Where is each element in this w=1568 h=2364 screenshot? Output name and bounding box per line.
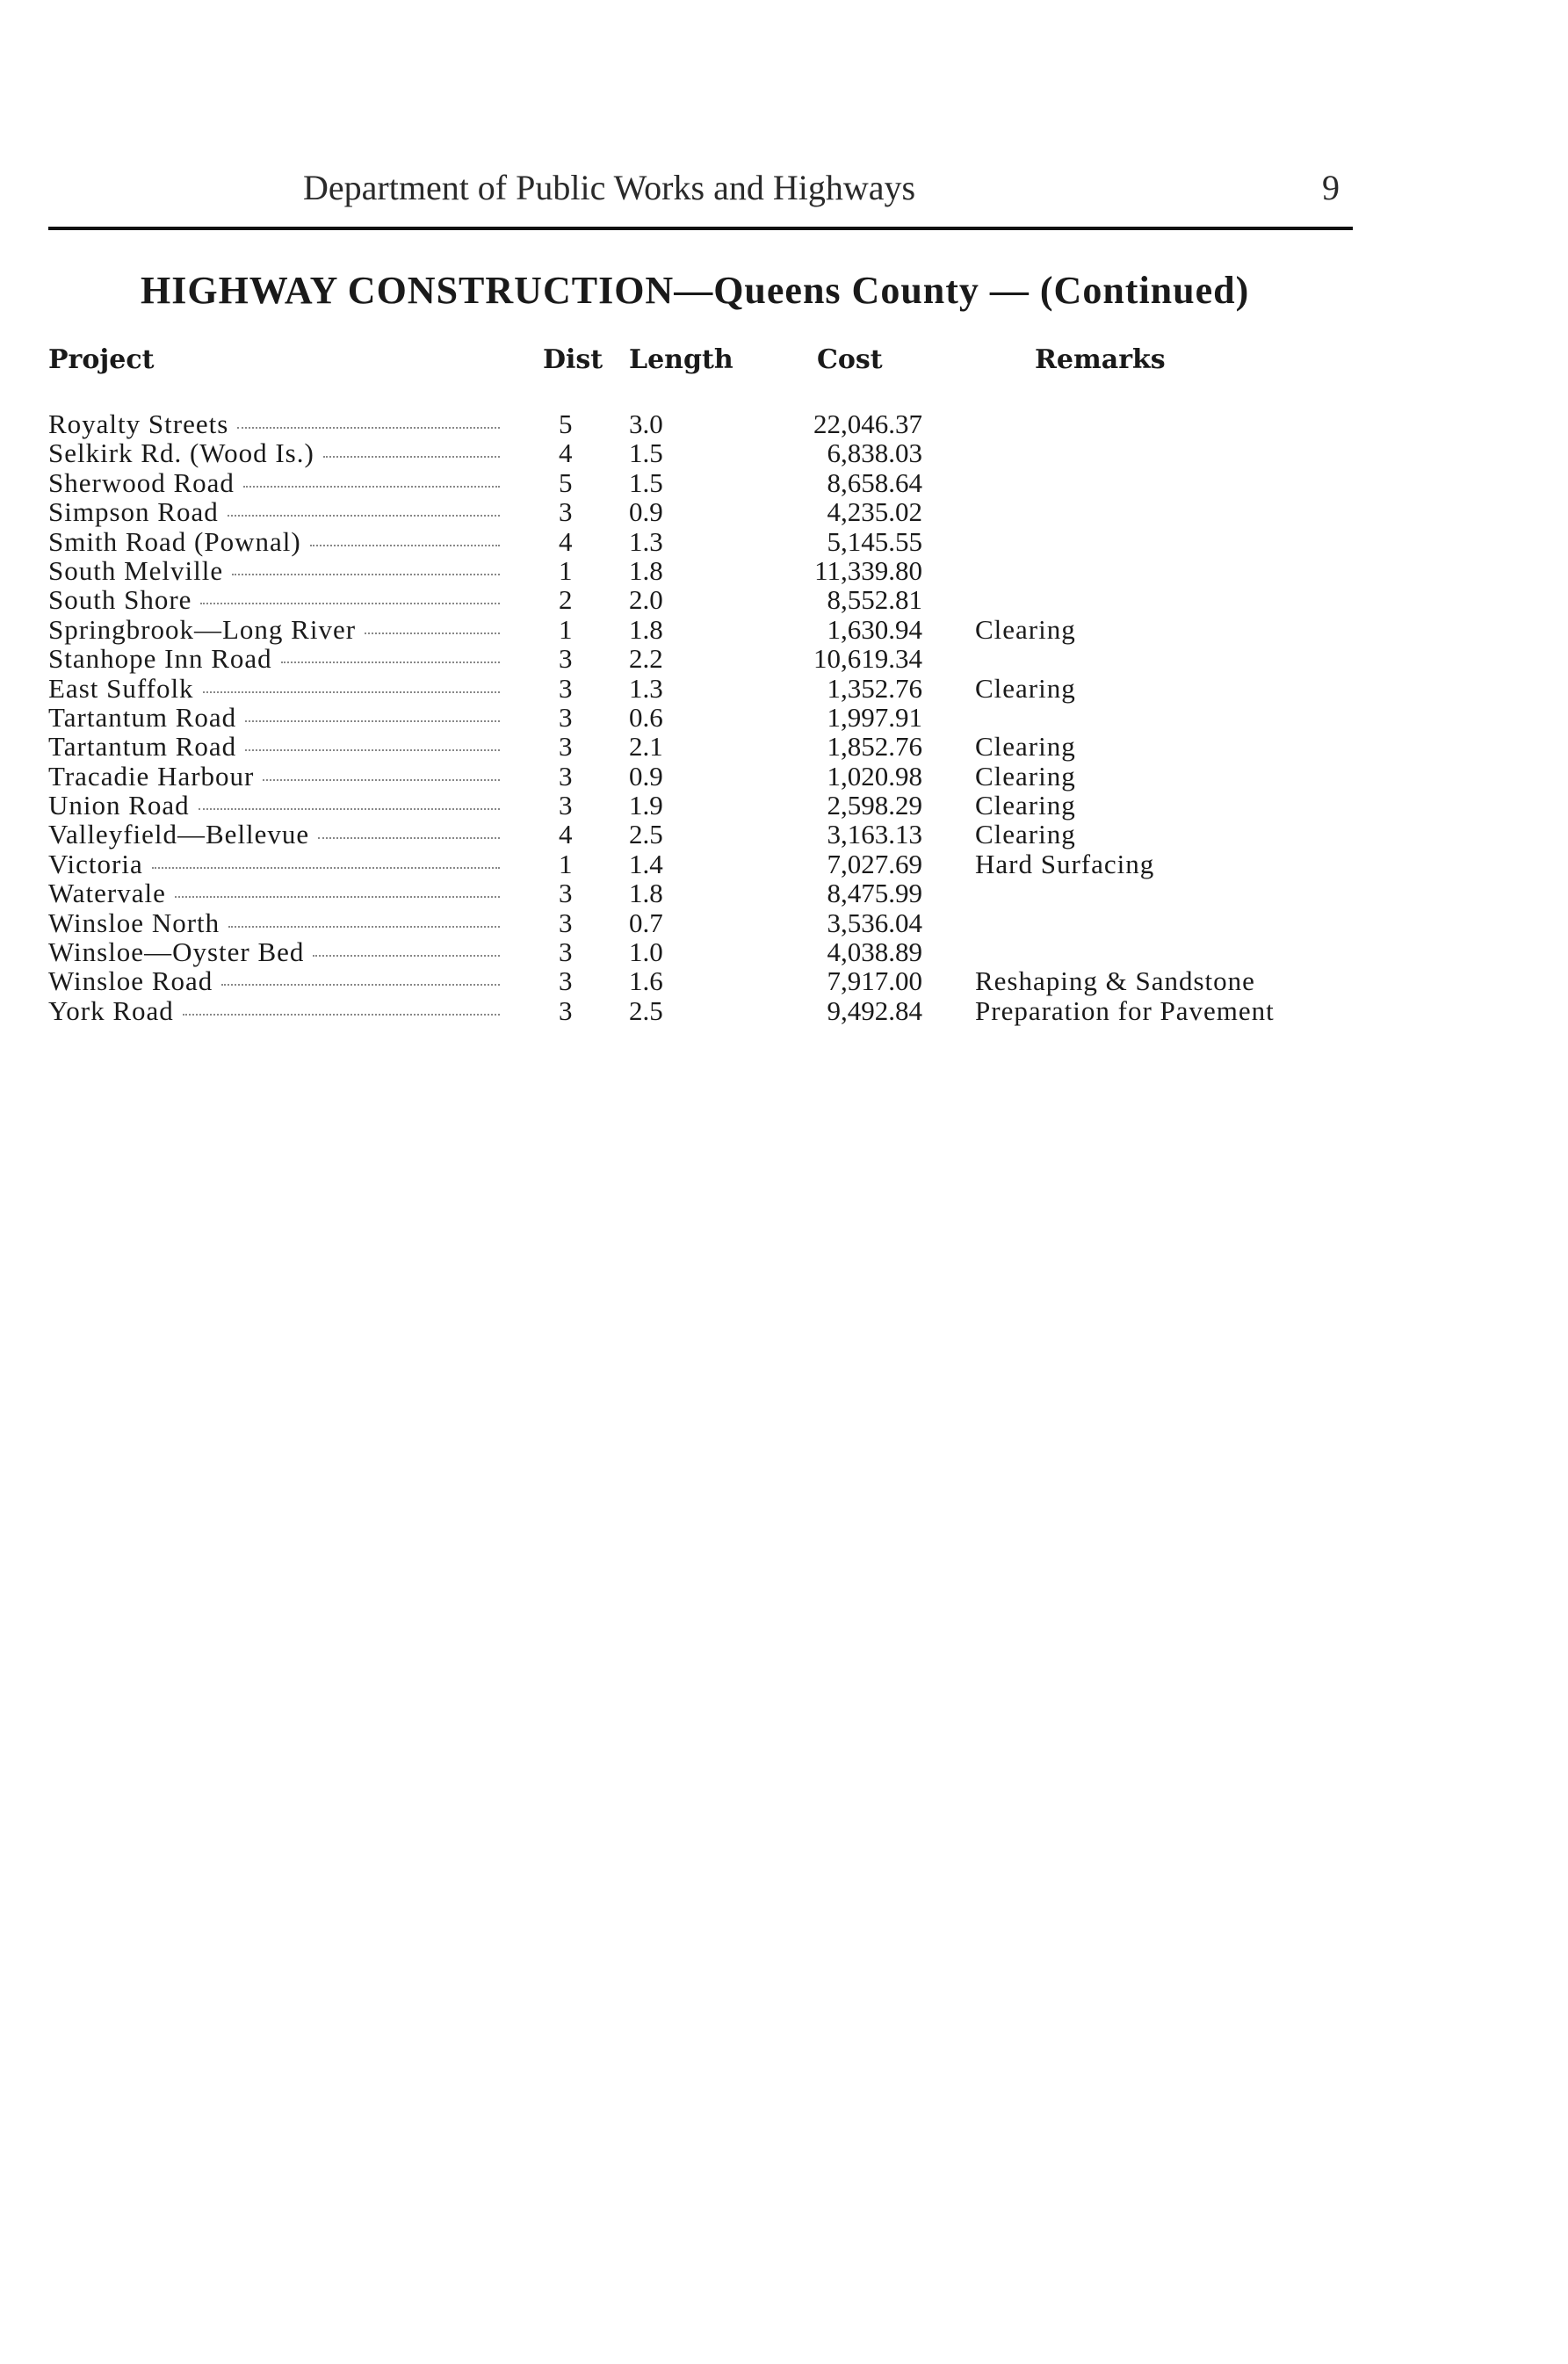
dot-leader [203, 674, 500, 693]
section-title: HIGHWAY CONSTRUCTION—Queens County — (Continued) [141, 269, 1250, 312]
project-name: Valleyfield—Bellevue [48, 819, 310, 850]
length-cell: 1.6 [629, 965, 663, 997]
table-row [0, 762, 1568, 791]
cost-cell: 1,630.94 [827, 613, 922, 645]
dot-leader [263, 762, 500, 781]
project-name: Winsloe Road [48, 965, 213, 997]
project-cell [48, 878, 505, 907]
project-name: East Suffolk [48, 672, 194, 704]
page-number: 9 [1322, 168, 1340, 207]
project-cell [48, 644, 505, 673]
dot-leader [228, 908, 500, 928]
project-cell [48, 820, 505, 849]
length-cell: 3.0 [629, 408, 663, 439]
dist-cell: 1 [559, 613, 573, 645]
project-name: South Shore [48, 584, 192, 616]
table-row [0, 527, 1568, 556]
dist-cell: 2 [559, 584, 573, 616]
length-cell: 1.5 [629, 466, 663, 498]
dist-cell: 3 [559, 907, 573, 938]
project-name: Selkirk Rd. (Wood Is.) [48, 437, 314, 469]
table-row [0, 966, 1568, 995]
column-header-dist: Dist [543, 344, 603, 375]
cost-cell: 9,492.84 [827, 994, 922, 1026]
project-name: Springbrook—Long River [48, 613, 357, 645]
dist-cell: 5 [559, 408, 573, 439]
project-cell [48, 791, 505, 820]
dot-leader [228, 497, 500, 517]
table-row [0, 732, 1568, 761]
cost-cell: 4,038.89 [827, 936, 922, 968]
table-row [0, 937, 1568, 966]
dist-cell: 3 [559, 965, 573, 997]
project-name: South Melville [48, 554, 224, 586]
column-header-length: Length [629, 344, 733, 375]
dist-cell: 3 [559, 701, 573, 733]
remarks-cell: Clearing [975, 760, 1076, 792]
project-cell [48, 762, 505, 791]
cost-cell: 10,619.34 [813, 643, 922, 675]
project-cell [48, 497, 505, 526]
remarks-cell: Clearing [975, 819, 1076, 850]
dist-cell: 5 [559, 466, 573, 498]
cost-cell: 2,598.29 [827, 790, 922, 821]
dot-leader [281, 644, 500, 663]
dist-cell: 1 [559, 554, 573, 586]
column-header-project: Project [48, 344, 155, 375]
cost-cell: 4,235.02 [827, 496, 922, 528]
dist-cell: 3 [559, 760, 573, 792]
length-cell: 1.8 [629, 554, 663, 586]
dist-cell: 3 [559, 731, 573, 763]
length-cell: 1.5 [629, 437, 663, 469]
project-cell [48, 966, 505, 995]
project-cell [48, 908, 505, 937]
cost-cell: 1,852.76 [827, 731, 922, 763]
project-cell [48, 556, 505, 585]
project-name: Union Road [48, 790, 190, 821]
dot-leader [310, 527, 500, 546]
table-row [0, 674, 1568, 703]
header-rule [48, 227, 1353, 230]
dot-leader [365, 615, 500, 634]
cost-cell: 8,552.81 [827, 584, 922, 616]
dot-leader [199, 791, 500, 810]
remarks-cell: Clearing [975, 672, 1076, 704]
dot-leader [183, 996, 500, 1016]
table-row [0, 644, 1568, 673]
remarks-cell: Reshaping & Sandstone [975, 965, 1255, 997]
table-row [0, 438, 1568, 467]
cost-cell: 22,046.37 [813, 408, 922, 439]
cost-cell: 7,027.69 [827, 848, 922, 879]
project-cell [48, 732, 505, 761]
length-cell: 1.3 [629, 525, 663, 557]
cost-cell: 8,658.64 [827, 466, 922, 498]
project-cell [48, 585, 505, 614]
table-row [0, 409, 1568, 438]
cost-cell: 8,475.99 [827, 878, 922, 909]
length-cell: 2.1 [629, 731, 663, 763]
project-name: Stanhope Inn Road [48, 643, 272, 675]
table-row [0, 497, 1568, 526]
length-cell: 0.7 [629, 907, 663, 938]
dot-leader [175, 878, 500, 898]
cost-cell: 1,997.91 [827, 701, 922, 733]
cost-cell: 6,838.03 [827, 437, 922, 469]
project-name: Simpson Road [48, 496, 219, 528]
dist-cell: 3 [559, 643, 573, 675]
table-row [0, 996, 1568, 1025]
project-cell [48, 438, 505, 467]
table-row [0, 585, 1568, 614]
project-cell [48, 996, 505, 1025]
project-cell [48, 674, 505, 703]
project-name: York Road [48, 994, 174, 1026]
dot-leader [318, 820, 500, 839]
cost-cell: 5,145.55 [827, 525, 922, 557]
table-row [0, 791, 1568, 820]
dot-leader [245, 732, 500, 751]
table-row [0, 468, 1568, 497]
length-cell: 1.0 [629, 936, 663, 968]
project-cell [48, 615, 505, 644]
project-cell [48, 703, 505, 732]
length-cell: 0.9 [629, 760, 663, 792]
cost-cell: 1,020.98 [827, 760, 922, 792]
cost-cell: 7,917.00 [827, 965, 922, 997]
dist-cell: 3 [559, 878, 573, 909]
project-name: Royalty Streets [48, 408, 229, 439]
length-cell: 2.2 [629, 643, 663, 675]
table-row [0, 820, 1568, 849]
length-cell: 2.5 [629, 994, 663, 1026]
running-head-title: Department of Public Works and Highways [303, 168, 916, 207]
length-cell: 1.8 [629, 878, 663, 909]
dot-leader [243, 468, 500, 488]
dist-cell: 4 [559, 819, 573, 850]
cost-cell: 1,352.76 [827, 672, 922, 704]
dot-leader [232, 556, 500, 575]
dist-cell: 1 [559, 848, 573, 879]
dot-leader [323, 438, 500, 458]
cost-cell: 3,536.04 [827, 907, 922, 938]
column-header-remarks: Remarks [1035, 344, 1166, 375]
length-cell: 0.6 [629, 701, 663, 733]
table-row [0, 849, 1568, 878]
cost-cell: 11,339.80 [814, 554, 922, 586]
project-cell [48, 937, 505, 966]
table-row [0, 556, 1568, 585]
length-cell: 2.5 [629, 819, 663, 850]
project-name: Sherwood Road [48, 466, 235, 498]
project-name: Tracadie Harbour [48, 760, 255, 792]
dot-leader [221, 966, 500, 986]
dist-cell: 4 [559, 525, 573, 557]
project-name: Victoria [48, 848, 143, 879]
length-cell: 1.8 [629, 613, 663, 645]
dot-leader [237, 409, 500, 429]
project-name: Watervale [48, 878, 166, 909]
length-cell: 0.9 [629, 496, 663, 528]
remarks-cell: Clearing [975, 731, 1076, 763]
project-name: Winsloe North [48, 907, 220, 938]
projects-table [0, 409, 1568, 1025]
remarks-cell: Clearing [975, 613, 1076, 645]
project-cell [48, 468, 505, 497]
column-header-cost: Cost [817, 344, 883, 375]
project-name: Tartantum Road [48, 731, 237, 763]
dist-cell: 3 [559, 994, 573, 1026]
project-cell [48, 409, 505, 438]
length-cell: 1.3 [629, 672, 663, 704]
project-cell [48, 849, 505, 878]
cost-cell: 3,163.13 [827, 819, 922, 850]
table-row [0, 703, 1568, 732]
table-row [0, 615, 1568, 644]
project-name: Smith Road (Pownal) [48, 525, 301, 557]
project-name: Winsloe—Oyster Bed [48, 936, 305, 968]
length-cell: 2.0 [629, 584, 663, 616]
remarks-cell: Clearing [975, 790, 1076, 821]
length-cell: 1.4 [629, 848, 663, 879]
dot-leader [245, 703, 500, 722]
remarks-cell: Preparation for Pavement [975, 994, 1275, 1026]
running-head [303, 167, 1340, 211]
project-cell [48, 527, 505, 556]
project-name: Tartantum Road [48, 701, 237, 733]
dist-cell: 4 [559, 437, 573, 469]
remarks-cell: Hard Surfacing [975, 848, 1155, 879]
dot-leader [313, 937, 500, 957]
table-row [0, 908, 1568, 937]
table-row [0, 878, 1568, 907]
length-cell: 1.9 [629, 790, 663, 821]
dot-leader [152, 849, 500, 869]
dist-cell: 3 [559, 496, 573, 528]
dist-cell: 3 [559, 672, 573, 704]
dist-cell: 3 [559, 790, 573, 821]
dist-cell: 3 [559, 936, 573, 968]
dot-leader [200, 585, 500, 604]
